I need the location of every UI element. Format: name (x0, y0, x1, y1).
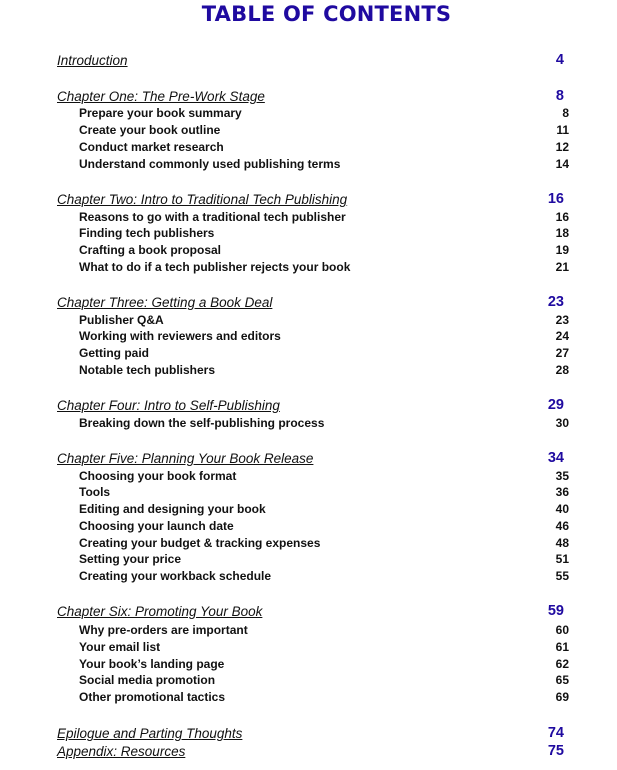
chapter-link[interactable]: Chapter Three: Getting a Book Deal (57, 295, 273, 310)
chapter-link[interactable]: Appendix: Resources (57, 744, 186, 759)
section-page-number: 19 (555, 243, 569, 257)
toc-section (79, 469, 571, 485)
toc-chapter-four[interactable] (57, 393, 572, 413)
section-label: Working with reviewers and editors (79, 329, 281, 343)
page-title: TABLE OF CONTENTS (201, 2, 452, 26)
section-label: Choosing your book format (79, 469, 237, 483)
toc-chapter-two[interactable] (57, 187, 572, 207)
section-page-number: 8 (562, 106, 569, 120)
section-label: Creating your budget & tracking expenses (79, 536, 321, 550)
section-page-number: 27 (555, 346, 569, 360)
section-page-number: 51 (555, 552, 569, 566)
section-label: Choosing your launch date (79, 519, 234, 533)
toc-section (79, 485, 571, 501)
section-label: Setting your price (79, 552, 182, 566)
toc-section (79, 502, 571, 518)
toc-section (79, 329, 571, 345)
toc-section (79, 690, 571, 706)
chapter-page-number: 16 (547, 191, 564, 207)
section-page-number: 48 (555, 536, 569, 550)
section-page-number: 60 (555, 623, 569, 637)
toc-chapter-introduction[interactable] (57, 48, 572, 68)
chapter-page-number: 59 (547, 603, 564, 619)
section-label: Your email list (79, 640, 161, 654)
section-label: Prepare your book summary (79, 106, 242, 120)
chapter-page-number: 75 (547, 743, 564, 759)
chapter-link[interactable]: Introduction (57, 53, 128, 68)
toc-section (79, 210, 571, 226)
section-label: Crafting a book proposal (79, 243, 222, 257)
section-label: Conduct market research (79, 140, 224, 154)
toc-chapter-appendix[interactable] (57, 739, 572, 759)
chapter-link[interactable]: Epilogue and Parting Thoughts (57, 726, 243, 741)
toc-section (79, 623, 571, 639)
section-page-number: 36 (555, 485, 569, 499)
section-label: Breaking down the self-publishing process (79, 416, 325, 430)
section-page-number: 40 (555, 502, 569, 516)
section-label: Why pre-orders are important (79, 623, 248, 637)
section-label: Publisher Q&A (79, 313, 164, 327)
section-page-number: 24 (555, 329, 569, 343)
section-page-number: 65 (555, 673, 569, 687)
toc-section (79, 536, 571, 552)
section-label: Notable tech publishers (79, 363, 216, 377)
toc-section (79, 346, 571, 362)
chapter-page-number: 29 (547, 397, 564, 413)
toc-section (79, 140, 571, 156)
section-page-number: 16 (555, 210, 569, 224)
section-page-number: 12 (555, 140, 569, 154)
section-label: Understand commonly used publishing terms (79, 157, 341, 171)
section-page-number: 62 (555, 657, 569, 671)
toc-section (79, 552, 571, 568)
section-page-number: 69 (555, 690, 569, 704)
toc-chapter-three[interactable] (57, 290, 572, 310)
chapter-page-number: 4 (555, 52, 564, 68)
toc-section (79, 313, 571, 329)
toc-section (79, 123, 571, 139)
section-label: Your book’s landing page (79, 657, 225, 671)
toc-section (79, 673, 571, 689)
toc-section (79, 243, 571, 259)
toc-section (79, 106, 571, 122)
chapter-link[interactable]: Chapter Six: Promoting Your Book (57, 604, 263, 619)
chapter-link[interactable]: Chapter One: The Pre-Work Stage (57, 89, 265, 104)
toc-chapter-five[interactable] (57, 446, 572, 466)
section-label: Reasons to go with a traditional tech publisher (79, 210, 346, 224)
section-page-number: 23 (555, 313, 569, 327)
chapter-link[interactable]: Chapter Two: Intro to Traditional Tech Publishing (57, 192, 348, 207)
chapter-page-number: 8 (555, 88, 564, 104)
section-page-number: 46 (555, 519, 569, 533)
chapter-page-number: 23 (547, 294, 564, 310)
section-label: Tools (79, 485, 111, 499)
toc-section (79, 569, 571, 585)
section-label: Creating your workback schedule (79, 569, 272, 583)
toc-section (79, 519, 571, 535)
toc-section (79, 657, 571, 673)
chapter-page-number: 34 (547, 450, 564, 466)
section-page-number: 61 (555, 640, 569, 654)
section-label: Other promotional tactics (79, 690, 226, 704)
section-label: Editing and designing your book (79, 502, 266, 516)
toc-chapter-one[interactable] (57, 84, 572, 104)
section-page-number: 28 (555, 363, 569, 377)
chapter-link[interactable]: Chapter Five: Planning Your Book Release (57, 451, 314, 466)
section-label: What to do if a tech publisher rejects your book (79, 260, 351, 274)
section-page-number: 18 (555, 226, 569, 240)
toc-section (79, 640, 571, 656)
section-page-number: 55 (555, 569, 569, 583)
toc-chapter-epilogue[interactable] (57, 721, 572, 741)
section-page-number: 21 (555, 260, 569, 274)
toc-section (79, 416, 571, 432)
section-label: Create your book outline (79, 123, 221, 137)
section-label: Social media promotion (79, 673, 216, 687)
toc-section (79, 157, 571, 173)
section-page-number: 14 (555, 157, 569, 171)
toc-section (79, 260, 571, 276)
section-page-number: 35 (555, 469, 569, 483)
section-page-number: 11 (556, 123, 569, 137)
section-page-number: 30 (555, 416, 569, 430)
toc-chapter-six[interactable] (57, 599, 572, 619)
chapter-link[interactable]: Chapter Four: Intro to Self-Publishing (57, 398, 280, 413)
toc-section (79, 226, 571, 242)
chapter-page-number: 74 (547, 725, 564, 741)
section-label: Getting paid (79, 346, 149, 360)
toc-section (79, 363, 571, 379)
section-label: Finding tech publishers (79, 226, 215, 240)
